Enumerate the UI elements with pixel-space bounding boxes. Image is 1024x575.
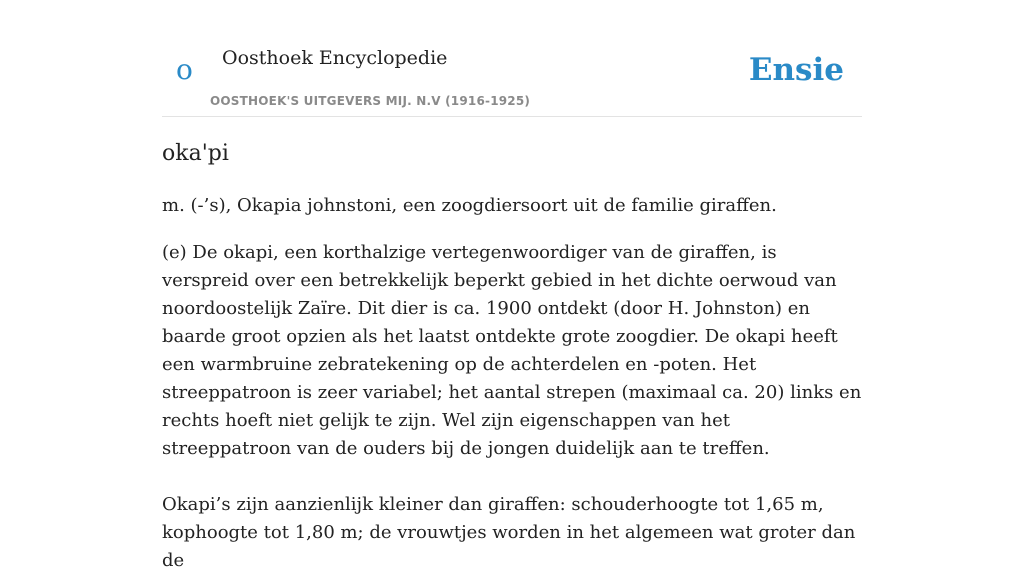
site-header bbox=[162, 0, 862, 117]
entry-definition: m. (-’s), Okapia johnstoni, een zoogdiersoort uit de familie giraffen. bbox=[162, 195, 777, 216]
book-logo-link[interactable]: o bbox=[176, 53, 193, 86]
entry-content bbox=[162, 138, 862, 575]
entry-body: (e) De okapi, een korthalzige vertegenwoordiger van de giraffen, is verspreid over een betrekkelijk beperkt gebied in het dichte oerwoud van noordoostelijk Zaïre. Dit dier is ca. 1900 ontdekt (door H. Johnston) en baarde groot opzien als het laatst ontdekte grote zoogdier. De okapi heeft een warmbruine zebratekening op de achterdelen en -poten. Het streeppatroon is zeer variabel; het aantal strepen (maximaal ca. 20) links en rechts hoeft niet gelijk te zijn. Wel zijn eigenschappen van het streeppatroon van de ouders bij de jongen duidelijk aan te treffen. Okapi’s zijn aanzienlijk kleiner dan giraffen: schouderhoogte tot 1,65 m, kophoogte tot 1,80 m; de vrouwtjes worden in het algemeen wat groter dan de bbox=[162, 242, 862, 571]
publisher-label: OOSTHOEK'S UITGEVERS MIJ. N.V (1916-1925) bbox=[210, 94, 531, 108]
ensie-brand-link[interactable]: Ensie bbox=[748, 52, 844, 88]
book-title[interactable]: Oosthoek Encyclopedie bbox=[222, 47, 448, 69]
entry-headword: oka'pi bbox=[162, 141, 229, 166]
